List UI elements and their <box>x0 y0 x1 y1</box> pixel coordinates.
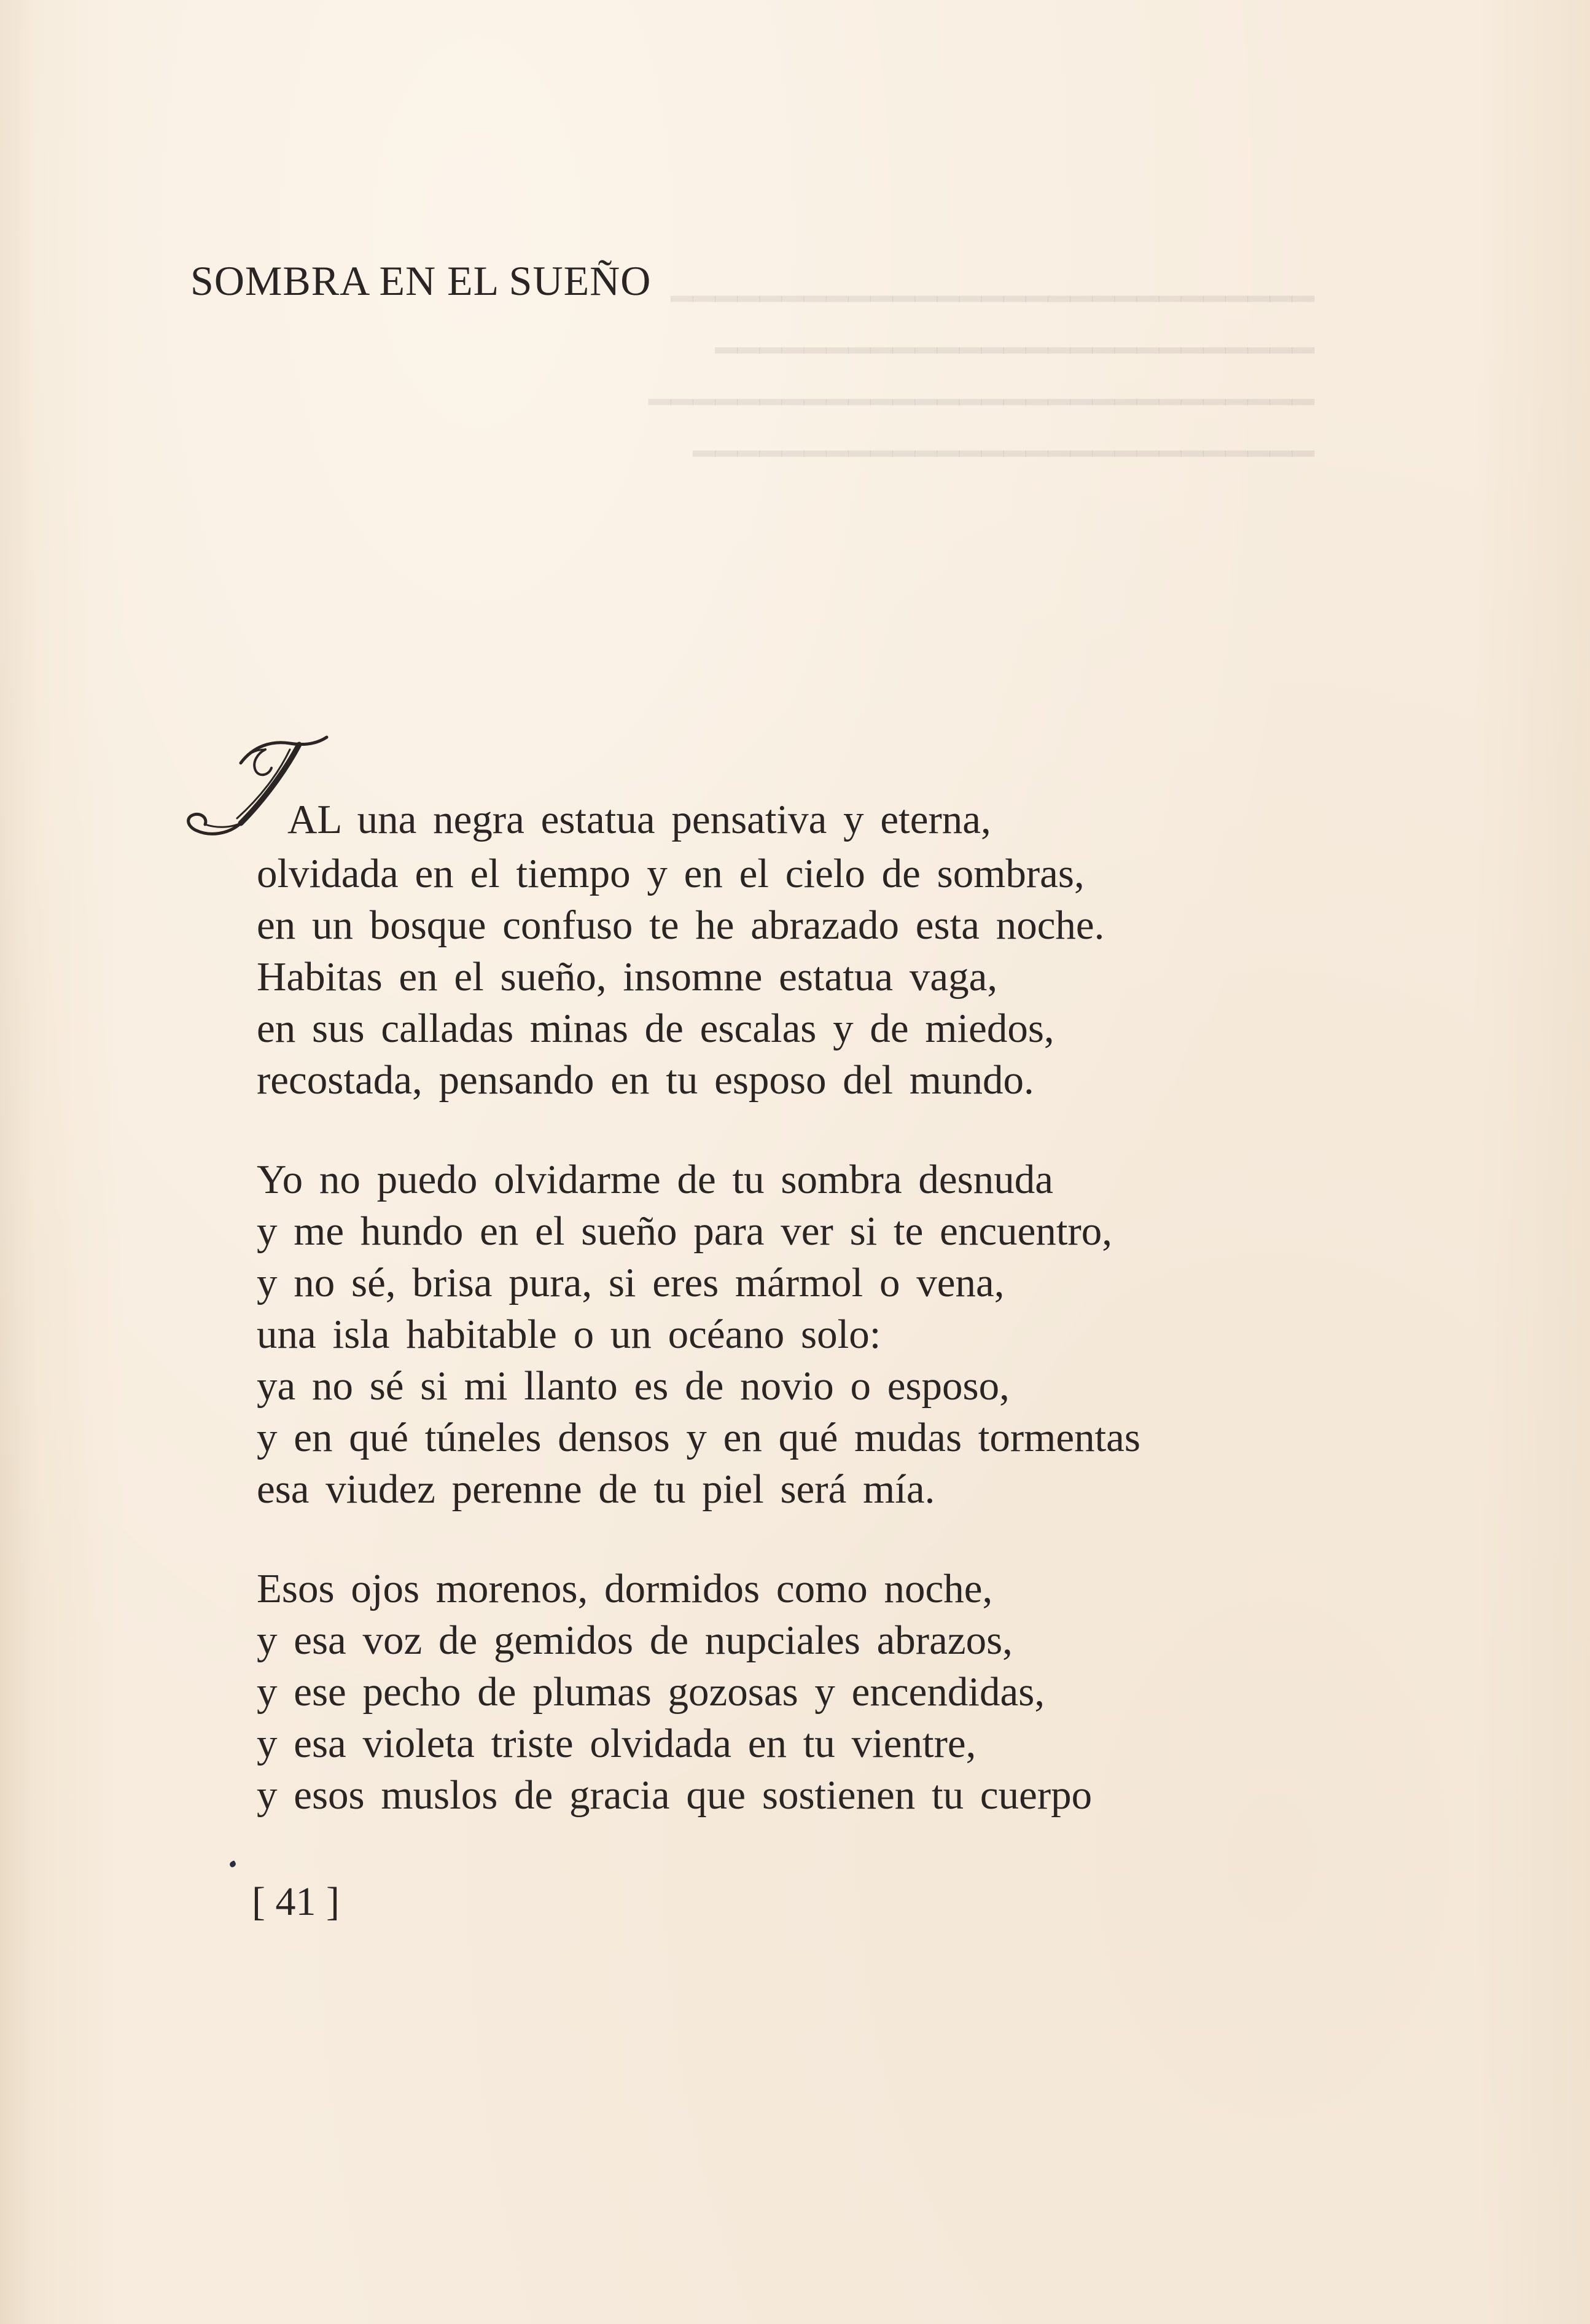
stanza-1 <box>257 796 1140 1106</box>
verse-line: y esa voz de gemidos de nupciales abrazos, <box>257 1618 1013 1663</box>
verse-line: y ese pecho de plumas gozosas y encendidas, <box>257 1669 1045 1715</box>
verse-line: y esa violeta triste olvidada en tu vientre, <box>257 1721 976 1766</box>
verse-line: Yo no puedo olvidarme de tu sombra desnuda <box>257 1157 1053 1202</box>
verse-line: en sus calladas minas de escalas y de miedos, <box>257 1006 1054 1051</box>
verse-line: y me hundo en el sueño para ver si te encuentro, <box>257 1208 1113 1254</box>
verse-line: y esos muslos de gracia que sostienen tu cuerpo <box>257 1772 1093 1818</box>
poem-first-line: AL una negra estatua pensativa y eterna, <box>287 797 991 842</box>
ink-speck <box>228 1860 236 1868</box>
stanza-3 <box>257 1563 1140 1821</box>
verse-line: Esos ojos morenos, dormidos como noche, <box>257 1566 993 1611</box>
page-number: [ 41 ] <box>252 1879 340 1924</box>
verse-line: una isla habitable o un océano solo: <box>257 1312 881 1357</box>
verse-line: y en qué túneles densos y en qué mudas tormentas <box>257 1415 1140 1460</box>
verse-line: Habitas en el sueño, insomne estatua vaga, <box>257 954 998 1000</box>
verse-line: ya no sé si mi llanto es de novio o esposo, <box>257 1363 1010 1409</box>
show-through-texture: ━━━━━━━━━━━━━━━━━━━━━━━━━━━━━ ━━━━━━━━━━━━━━━━━━━━━━━━━━━ ━━━━━━━━━━━━━━━━━━━━━━━━━━━━━━ ━━━━━━━━━━━━━━━━━━━━━━━━━━━━ <box>649 279 1314 474</box>
verse-line: en un bosque confuso te he abrazado esta noche. <box>257 902 1105 948</box>
stanza-2 <box>257 1154 1140 1515</box>
verse-line: esa viudez perenne de tu piel será mía. <box>257 1466 935 1512</box>
verse-line: olvidada en el tiempo y en el cielo de sombras, <box>257 851 1085 896</box>
verse-line: recostada, pensando en tu esposo del mundo. <box>257 1057 1034 1103</box>
poem-title: SOMBRA EN EL SUEÑO <box>190 257 652 304</box>
poem-body <box>257 796 1140 1869</box>
verse-line: y no sé, brisa pura, si eres mármol o vena, <box>257 1260 1005 1305</box>
